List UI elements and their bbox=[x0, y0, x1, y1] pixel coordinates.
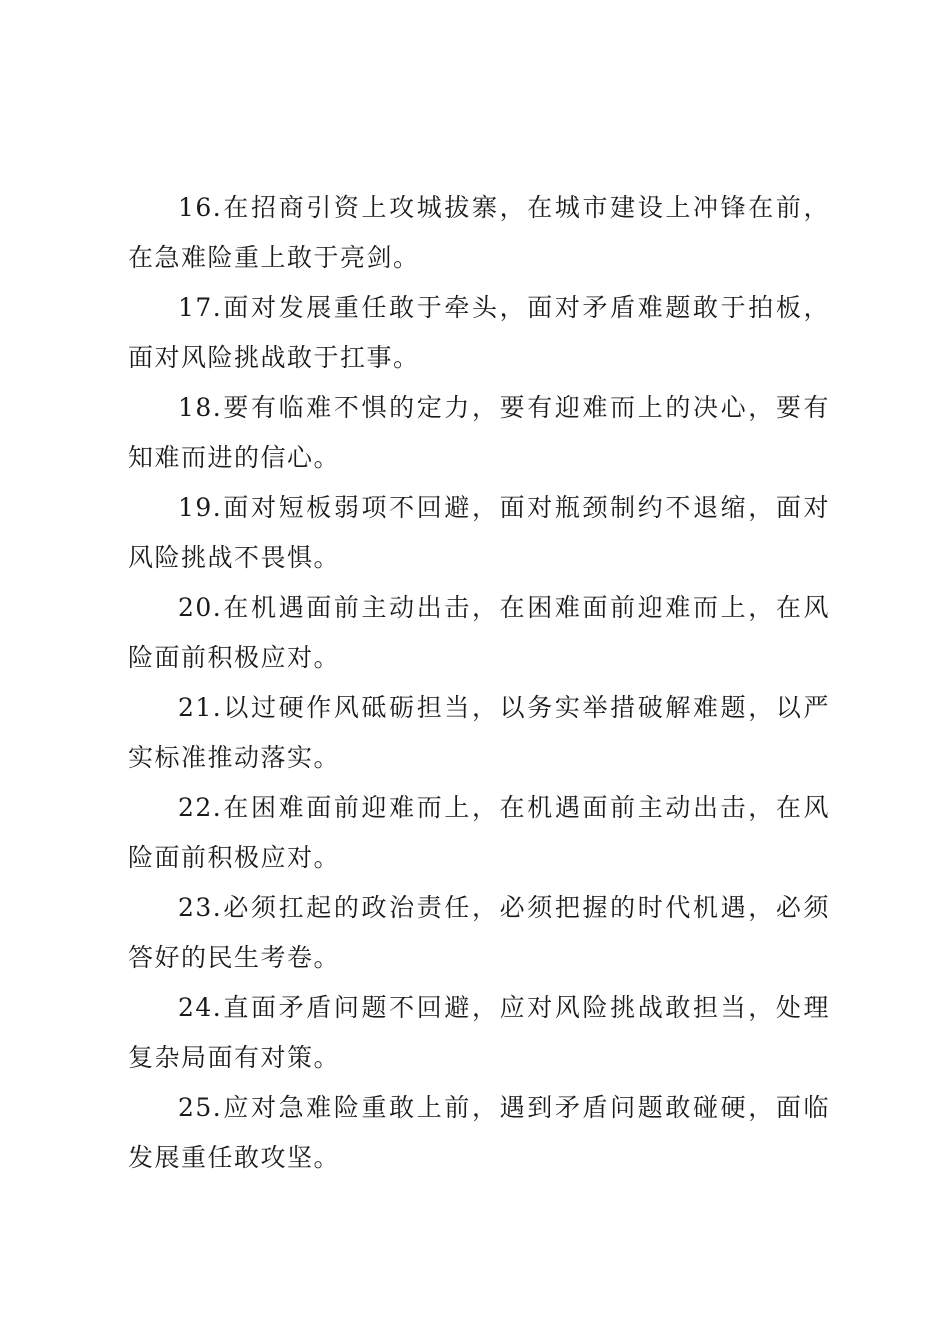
paragraph-16: 16.在招商引资上攻城拔寨，在城市建设上冲锋在前，在急难险重上敢于亮剑。 bbox=[128, 193, 830, 272]
paragraph-22: 22.在困难面前迎难而上，在机遇面前主动出击，在风险面前积极应对。 bbox=[128, 793, 830, 872]
paragraph-23: 23.必须扛起的政治责任，必须把握的时代机遇，必须答好的民生考卷。 bbox=[128, 893, 830, 972]
paragraph-21: 21.以过硬作风砥砺担当，以务实举措破解难题，以严实标准推动落实。 bbox=[128, 693, 830, 772]
paragraph-19: 19.面对短板弱项不回避，面对瓶颈制约不退缩，面对风险挑战不畏惧。 bbox=[128, 493, 830, 572]
paragraph-20: 20.在机遇面前主动出击，在困难面前迎难而上，在风险面前积极应对。 bbox=[128, 593, 830, 672]
paragraph-18: 18.要有临难不惧的定力，要有迎难而上的决心，要有知难而进的信心。 bbox=[128, 393, 830, 472]
paragraph-17: 17.面对发展重任敢于牵头，面对矛盾难题敢于拍板，面对风险挑战敢于扛事。 bbox=[128, 293, 830, 372]
document-body bbox=[128, 183, 830, 1183]
paragraph-24: 24.直面矛盾问题不回避，应对风险挑战敢担当，处理复杂局面有对策。 bbox=[128, 993, 830, 1072]
paragraph-25: 25.应对急难险重敢上前，遇到矛盾问题敢碰硬，面临发展重任敢攻坚。 bbox=[128, 1093, 830, 1172]
